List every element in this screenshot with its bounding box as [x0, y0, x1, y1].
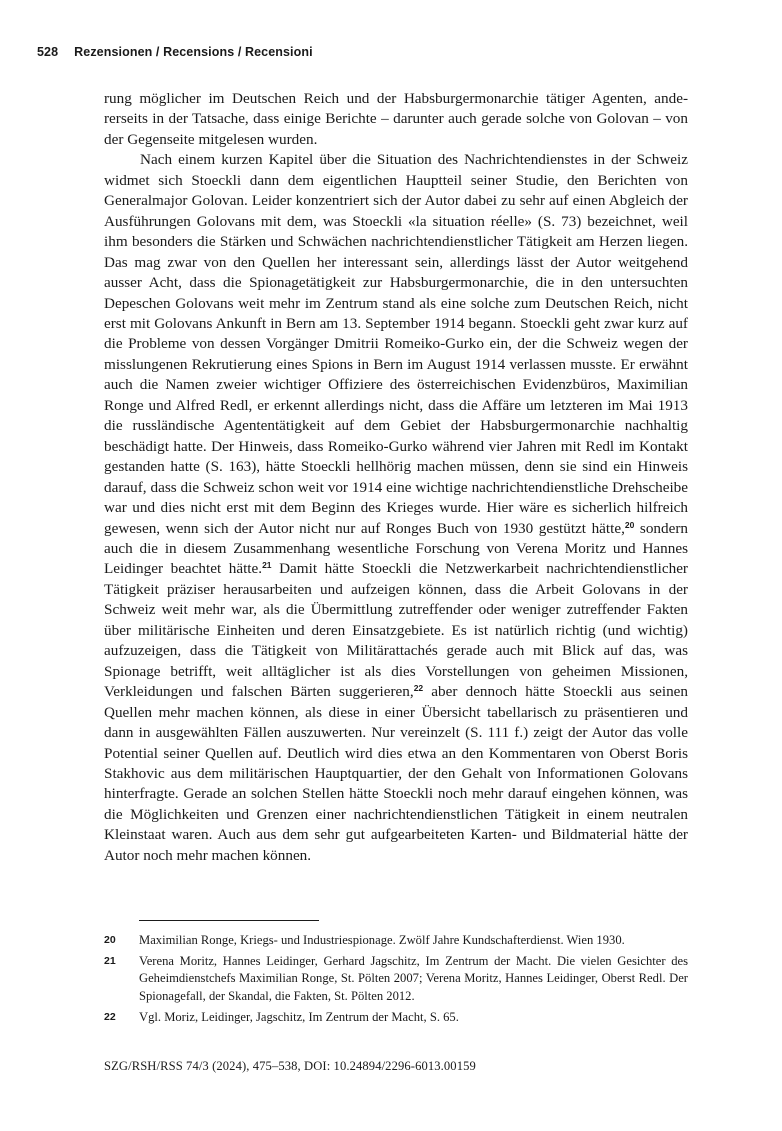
footnote-ref-22[interactable]: 22: [413, 683, 424, 694]
footnote-text: Verena Moritz, Hannes Leidinger, Gerhard Jagschitz, Im Zentrum der Macht. Die vielen Gesichter des Geheimdienstchefs Maximilian Ronge, St. Pölten 2007; Verena Moritz, Hannes Leidinger, Oberst Redl. Der Spionagefall, der Skandal, die Fakten, St. Pölten 2012.: [139, 954, 688, 1003]
footnote-text: Maximilian Ronge, Kriegs- und Industriespionage. Zwölf Jahre Kundschafterdienst. Wien 1930.: [139, 933, 625, 947]
paragraph-2-part-a: Nach einem kurzen Kapitel über die Situation des Nachrichtendienstes in der Schweiz widmet sich Stoeckli dann dem eigentlichen Hauptteil seiner Studie, den Berichten von Generalmajor Golovan. Leider konzentriert sich der Autor dabei zu sehr auf einen Abgleich der Ausführungen Golovans mit dem, was Stoeckli «la situation réelle» (S. 73) bezeichnet, weil ihm besonders die Stärken und Schwächen nachrichtendienstlicher Tätigkeit am Herzen liegen. Das mag zwar von den Quellen her interessant sein, allerdings lässt der Autor weitgehend ausser Acht, dass die Spionagetätigkeit zur Habsburgermonarchie, die in den untersuchten Depeschen Golovans weit mehr im Zentrum stand als eine solche zum Deutschen Reich, nicht erst mit Golovans Ankunft in Bern am 13. September 1914 begann. Stoeckli geht zwar kurz auf die Probleme von dessen Vorgänger Dmitrii Romeiko-Gurko ein, der die Schweiz wegen der misslungenen Rekrutierung eines Spions in Bern im August 1914 verlassen musste. Er erwähnt auch die Namen zweier wichtiger Offiziere des österreichischen Evidenzbüros, Maximilian Ronge und Alfred Redl, er erkennt allerdings nicht, dass die Affäre um letzteren im Mai 1913 die russländische Agententätigkeit auf dem Gebiet der Habsburgermonarchie nachhaltig beschädigt hatte. Der Hinweis, dass Romeiko-Gurko während vier Jahren mit Redl im Kontakt gestanden hatte (S. 163), hätte Stoeckli hellhörig machen müssen, denn sie sind ein Hinweis darauf, dass die Schweiz schon weit vor 1914 eine wichtige nachrichtendienstliche Drehscheibe war und dies nicht erst mit dem Beginn des Krieges wurde. Hier wäre es sicherlich hilfreich gewesen, wenn sich der Autor nicht nur auf Ronges Buch von 1930 gestützt hätte,: [104, 151, 688, 537]
footnote-separator: [139, 920, 319, 921]
paragraph-2-part-c: Damit hätte Stoeckli die Netzwerkarbeit nachrichtendienstlicher Tätigkeit präziser herausarbeiten und aufzeigen können, dass die Arbeit Golovans in der Schweiz weit mehr war, als die Übermittlung zutreffender oder weniger zutreffender Fakten über militärische Einheiten und deren Einsatzgebiete. Es ist natürlich richtig (und wichtig) aufzuzeigen, dass die Tätigkeit von Militärattachés gerade auch mit Blick auf das, was Spionage betrifft, weit alltäglicher ist als dies Vorstellungen von geheimen Missionen, Verkleidungen und falschen Bärten suggerieren,: [104, 560, 688, 701]
footnote-ref-21[interactable]: 21: [262, 560, 272, 571]
running-title: Rezensionen / Recensions / Recensioni: [74, 45, 313, 59]
footnote-20: [104, 932, 688, 949]
journal-citation: SZG/RSH/RSS 74/3 (2024), 475–538, DOI: 10.24894/2296-6013.00159: [104, 1059, 476, 1073]
footnote-number: 21: [104, 955, 116, 968]
footnote-21: [104, 953, 688, 1005]
footnote-number: 22: [104, 1010, 116, 1023]
paragraph-2-part-d: aber dennoch hätte Stoeckli aus seinen Quellen mehr machen können, als diese in einer Übersicht tabellarisch zu präsentieren und dann in ausgewählten Fällen auszuwerten. Nur vereinzelt (S. 111 f.) zeigt der Autor das volle Potential seiner Quellen auf. Deutlich wird dies etwa an den Kommentaren von Oberst Boris Stakhovic aus dem militärischen Hauptquartier, der den Gehalt von Informationen Golovans hinterfragte. Gerade an solchen Stellen hätte Stoeckli noch mehr darauf eingehen können, was die Möglichkeiten und Grenzen einer nachrichtendienstlichen Tätigkeit in einem neutralen Kleinstaat waren. Auch aus dem sehr gut aufgearbeiteten Karten- und Bildmaterial hätte der Autor noch mehr machen können.: [104, 683, 688, 864]
page-number: 528: [37, 45, 59, 59]
paragraph-1: rung möglicher im Deutschen Reich und der Habsburgermonarchie tätiger Agenten, andererseits in der Tatsache, dass einige Berichte – darunter auch gerade solche von Golovan – von der Gegenseite mitgelesen wurden.: [104, 90, 688, 148]
footnote-number: 20: [104, 934, 116, 946]
paragraph-2-part-b: sondern auch die in diesem Zusammenhang wesentliche Forschung von Verena Moritz und Hannes Leidinger beachtet hätte.: [104, 519, 688, 578]
running-header: [37, 45, 313, 59]
footnote-text: Vgl. Moriz, Leidinger, Jagschitz, Im Zentrum der Macht, S. 65.: [139, 1009, 459, 1024]
footnotes: [104, 932, 688, 1030]
footnote-22: [104, 1009, 688, 1026]
footnote-ref-20[interactable]: 20: [624, 519, 635, 530]
paragraph-2: [104, 150, 688, 866]
main-text: [104, 89, 688, 866]
